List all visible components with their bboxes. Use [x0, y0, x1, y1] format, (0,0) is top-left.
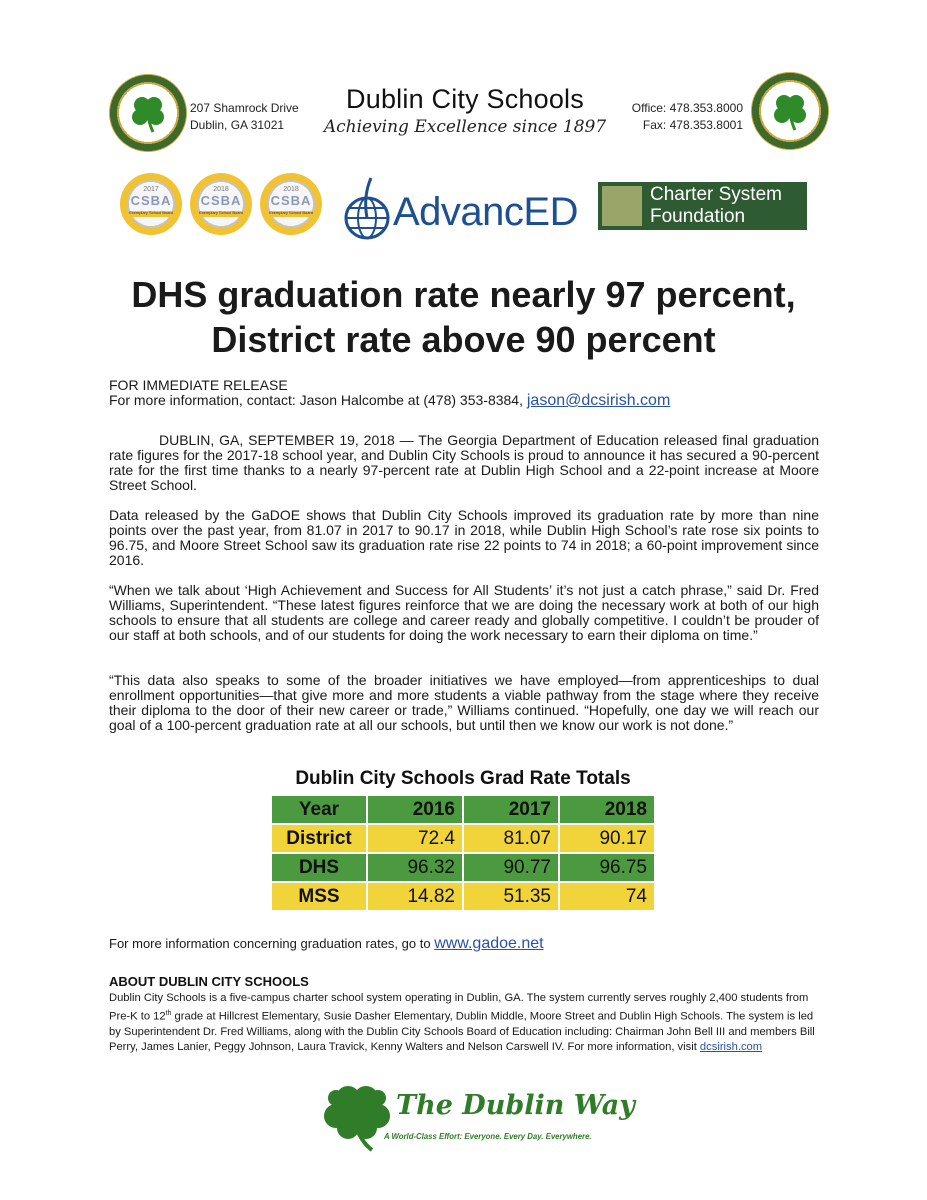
contact-text: For more information, contact: Jason Halcombe at (478) 353-8384, — [109, 392, 523, 408]
csba-badge-2017: 2017 CSBA Exemplary School Board — [120, 173, 182, 235]
header-year: Year — [271, 795, 367, 824]
row-label: DHS — [271, 853, 367, 882]
csba-badge-2018: 2018 CSBA Exemplary School Board — [190, 173, 252, 235]
about-heading: ABOUT DUBLIN CITY SCHOOLS — [109, 974, 309, 989]
table-cell: 74 — [559, 882, 655, 911]
headline-line-2: District rate above 90 percent — [211, 319, 716, 360]
office-phone: Office: 478.353.8000 — [631, 101, 743, 115]
globe-icon — [343, 176, 393, 246]
advanced-logo: AdvancED — [393, 190, 578, 234]
dcsirish-link[interactable]: dcsirish.com — [699, 1040, 763, 1053]
about-text: Dublin City Schools is a five-campus charter school system operating in Dublin, GA. The system currently serves roughly 2,400 students from Pre-K to 12th grade at Hillcrest Elementary, Susie Dasher Elementary, Dublin Middle, Moore Street and Dublin High Schools. The system is led by Superintendent Dr. Fred Williams, along with the Dublin City Schools Board of Education including: Chairman John Bell III and members Bill Perry, James Lanier, Peggy Johnson, Laura Travick, Kenny Walters and Nelson Carswell IV. For more information, visit dcsirish.com — [109, 992, 815, 1053]
csba-badge-2018-b: 2018 CSBA Exemplary School Board — [260, 173, 322, 235]
table-cell: 90.17 — [559, 824, 655, 853]
shamrock-icon — [322, 1084, 394, 1152]
paragraph-3: “When we talk about ‘High Achievement and Success for All Students’ it’s not just a catch phrase,” said Dr. Fred Williams, Superintendent. “These latest figures reinforce that we are doing the necessary work at both of our high schools to ensure that all students are college and career ready and globally competitive. I couldn’t be prouder of our staff at both schools, and of our students for doing the work necessary to earn their diploma on time.” — [109, 582, 819, 643]
row-label: District — [271, 824, 367, 853]
address-line-2: Dublin, GA 31021 — [190, 118, 285, 132]
table-cell: 96.32 — [367, 853, 463, 882]
more-info-text: For more information concerning graduation rates, go to — [109, 936, 431, 951]
paragraph-4: “This data also speaks to some of the broader initiatives we have employed—from apprenticeships to dual enrollment opportunities—that give more and more students a viable pathway from the stage where they receive their diploma to the door of their new career or trade,” Williams continued. “Hopefully, one day we will reach our goal of a 100-percent graduation rate at all our schools, but until then we know our work is not done.” — [109, 672, 819, 733]
more-info-line — [109, 936, 819, 951]
table-cell: 51.35 — [463, 882, 559, 911]
table-row — [271, 853, 655, 882]
table-title: Dublin City Schools Grad Rate Totals — [295, 768, 631, 789]
charter-line-2: Foundation — [650, 206, 746, 227]
georgia-map-icon — [602, 186, 642, 226]
header-2018: 2018 — [559, 795, 655, 824]
header-2016: 2016 — [367, 795, 463, 824]
shamrock-icon — [109, 74, 187, 152]
dublin-way-title: The Dublin Way — [396, 1090, 635, 1121]
fax-number: Fax: 478.353.8001 — [642, 118, 743, 132]
contact-email-link[interactable]: jason@dcsirish.com — [526, 392, 671, 409]
charter-system-foundation-logo — [598, 182, 807, 230]
address-line-1: 207 Shamrock Drive — [190, 101, 299, 115]
contact-phones — [600, 100, 743, 134]
row-label: MSS — [271, 882, 367, 911]
table-row — [271, 824, 655, 853]
headline-line-1: DHS graduation rate nearly 97 percent, — [131, 274, 796, 315]
table-cell: 72.4 — [367, 824, 463, 853]
org-name: Dublin City Schools — [346, 84, 584, 114]
header-2017: 2017 — [463, 795, 559, 824]
shamrock-icon — [751, 72, 829, 150]
grad-rate-table — [270, 794, 656, 912]
right-seal-logo — [751, 72, 829, 150]
release-label: FOR IMMEDIATE RELEASE — [109, 377, 288, 393]
dublin-way-tagline: A World-Class Effort: Everyone. Every Day. Everywhere. — [384, 1132, 592, 1141]
table-row — [271, 882, 655, 911]
org-motto: Achieving Excellence since 1897 — [323, 117, 607, 137]
table-cell: 90.77 — [463, 853, 559, 882]
table-header-row — [271, 795, 655, 824]
table-cell: 96.75 — [559, 853, 655, 882]
left-seal-logo — [109, 74, 187, 152]
address — [190, 100, 299, 134]
headline — [0, 272, 927, 362]
release-info — [109, 378, 819, 408]
charter-line-1: Charter System — [650, 184, 782, 205]
paragraph-1: DUBLIN, GA, SEPTEMBER 19, 2018 — The Georgia Department of Education released final graduation rate figures for the 2017-18 school year, and Dublin City Schools is proud to announce it has secured a 90-percent rate for the first time thanks to a nearly 97-percent rate at Dublin High School and a 22-point increase at Moore Street School. — [109, 432, 819, 493]
gadoe-link[interactable]: www.gadoe.net — [434, 935, 544, 952]
paragraph-2: Data released by the GaDOE shows that Dublin City Schools improved its graduation rate by more than nine points over the past year, from 81.07 in 2017 to 90.17 in 2018, while Dublin High School’s rate rose six points to 96.75, and Moore Street School saw its graduation rate rise 22 points to 74 in 2018; a 60-point improvement since 2016. — [109, 507, 819, 568]
table-cell: 14.82 — [367, 882, 463, 911]
contact-line — [109, 393, 819, 408]
table-cell: 81.07 — [463, 824, 559, 853]
